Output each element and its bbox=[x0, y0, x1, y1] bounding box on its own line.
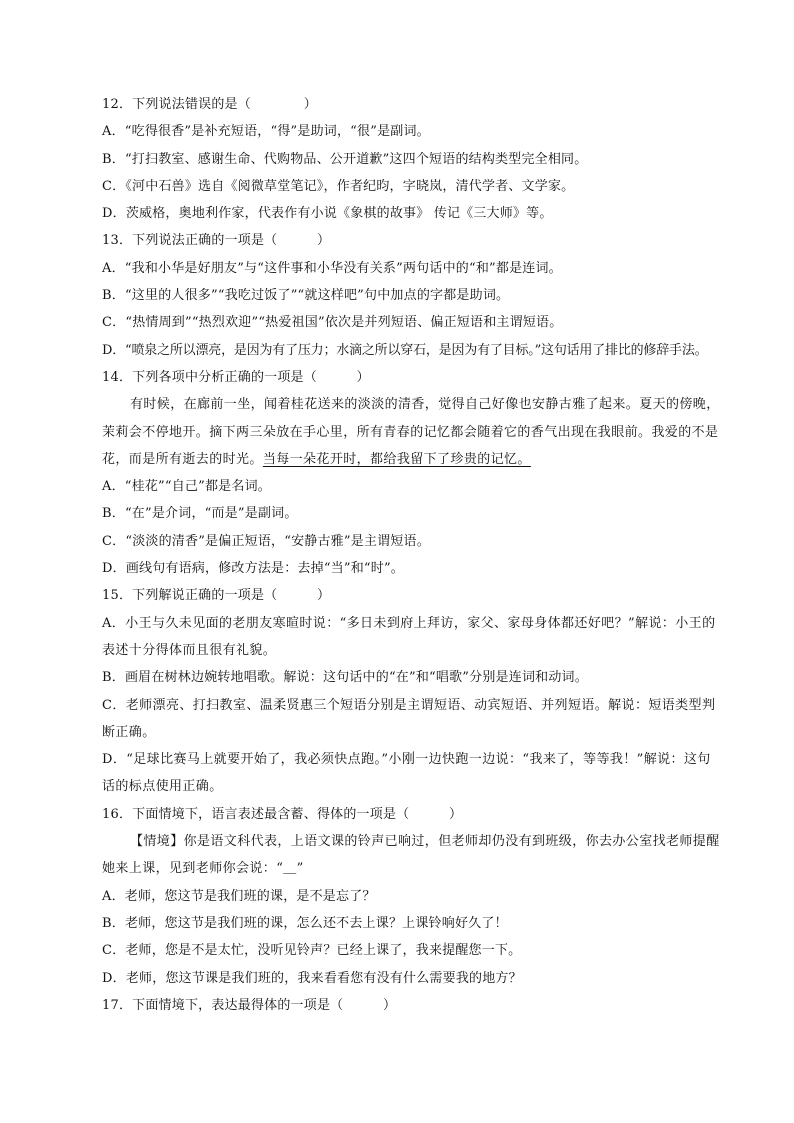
question-stem: 17．下面情境下，表达最得体的一项是（ ） bbox=[102, 997, 397, 1013]
question-stem: 16．下面情境下，语言表述最含蓄、得体的一项是（ ） bbox=[102, 806, 463, 822]
question-14 bbox=[102, 364, 724, 582]
option-d: D．“喷泉之所以漂亮，是因为有了压力；水滴之所以穿石，是因为有了目标。”这句话用了排比的修辞手法。 bbox=[102, 342, 708, 358]
option-b: B．画眉在树林边婉转地唱歌。解说：这句话中的“在”和“唱歌”分别是连词和动词。 bbox=[102, 670, 588, 686]
option-b: B．“在”是介词，“而是”是副词。 bbox=[102, 506, 298, 522]
option-c: C．《河中石兽》选自《阅微草堂笔记》，作者纪昀，字晓岚，清代学者、文学家。 bbox=[102, 178, 575, 194]
reading-passage bbox=[102, 391, 724, 473]
option-c: C．“热情周到”“热烈欢迎”“热爱祖国”依次是并列短语、偏正短语和主谓短语。 bbox=[102, 315, 563, 331]
option-c: C．老师漂亮、打扫教室、温柔贤惠三个短语分别是主谓短语、动宾短语、并列短语。解说：短语类型判断正确。 bbox=[102, 697, 716, 740]
question-stem: 13．下列说法正确的一项是（ ） bbox=[102, 233, 331, 249]
option-a: A．“我和小华是好朋友”与“这件事和小华没有关系”两句话中的“和”都是连词。 bbox=[102, 260, 562, 276]
passage-text: 有时候，在廊前一坐，闻着桂花送来的淡淡的清香，觉得自己好像也安静古雅了起来。夏天的傍晚，茉莉会不停地开。摘下两三朵放在手心里，所有青春的记忆都会随着它的香气出现在我眼前。我爱的不是花，而是所有逝去的时光。 bbox=[102, 397, 720, 467]
option-d: D．茨威格，奥地利作家，代表作有小说《象棋的故事》 传记《三大师》等。 bbox=[102, 206, 553, 222]
question-12 bbox=[102, 91, 724, 227]
question-15 bbox=[102, 582, 724, 800]
option-c: C．“淡淡的清香”是偏正短语，“安静古雅”是主谓短语。 bbox=[102, 533, 430, 549]
option-a: A．小王与久未见面的老朋友寒暄时说：“多日未到府上拜访，家父、家母身体都还好吧？”解说：小王的表述十分得体而且很有礼貌。 bbox=[102, 615, 716, 658]
option-a: A．“吃得很香”是补充短语，“得”是助词，“很”是副词。 bbox=[102, 124, 430, 140]
option-b: B．“这里的人很多”“我吃过饭了”“就这样吧”句中加点的字都是助词。 bbox=[102, 288, 510, 304]
option-d: D．“足球比赛马上就要开始了，我必须快点跑。”小刚一边快跑一边说：“我来了，等等我！”解说：这句话的标点使用正确。 bbox=[102, 752, 711, 795]
option-c: C．老师，您是不是太忙，没听见铃声？已经上课了，我来提醒您一下。 bbox=[102, 943, 522, 959]
question-17 bbox=[102, 992, 724, 1019]
underlined-sentence: 当每一朵花开时，都给我留下了珍贵的记忆。 bbox=[262, 451, 531, 467]
option-b: B．老师，您这节是我们班的课，怎么还不去上课？上课铃响好久了！ bbox=[102, 915, 508, 931]
option-d: D．老师，您这节课是我们班的，我来看看您有没有什么需要我的地方？ bbox=[102, 970, 522, 986]
question-stem: 15．下列解说正确的一项是（ ） bbox=[102, 588, 331, 604]
question-stem: 12．下列说法错误的是（ ） bbox=[102, 97, 317, 112]
question-16 bbox=[102, 801, 724, 992]
scenario-text: 【情境】你是语文科代表，上语文课的铃声已响过，但老师却仍没有到班级，你去办公室找老师提醒她来上课，见到老师你会说：“＿” bbox=[102, 834, 720, 877]
option-a: A．“桂花”“自己”都是名词。 bbox=[102, 479, 271, 495]
option-b: B．“打扫教室、感谢生命、代购物品、公开道歉”这四个短语的结构类型完全相同。 bbox=[102, 151, 588, 167]
option-a: A．老师，您这节是我们班的课，是不是忘了？ bbox=[102, 888, 376, 904]
option-d: D．画线句有语病，修改方法是：去掉“当”和“时”。 bbox=[102, 561, 405, 577]
exam-page bbox=[102, 91, 724, 1019]
question-13 bbox=[102, 227, 724, 363]
question-stem: 14．下列各项中分析正确的一项是（ ） bbox=[102, 369, 370, 385]
